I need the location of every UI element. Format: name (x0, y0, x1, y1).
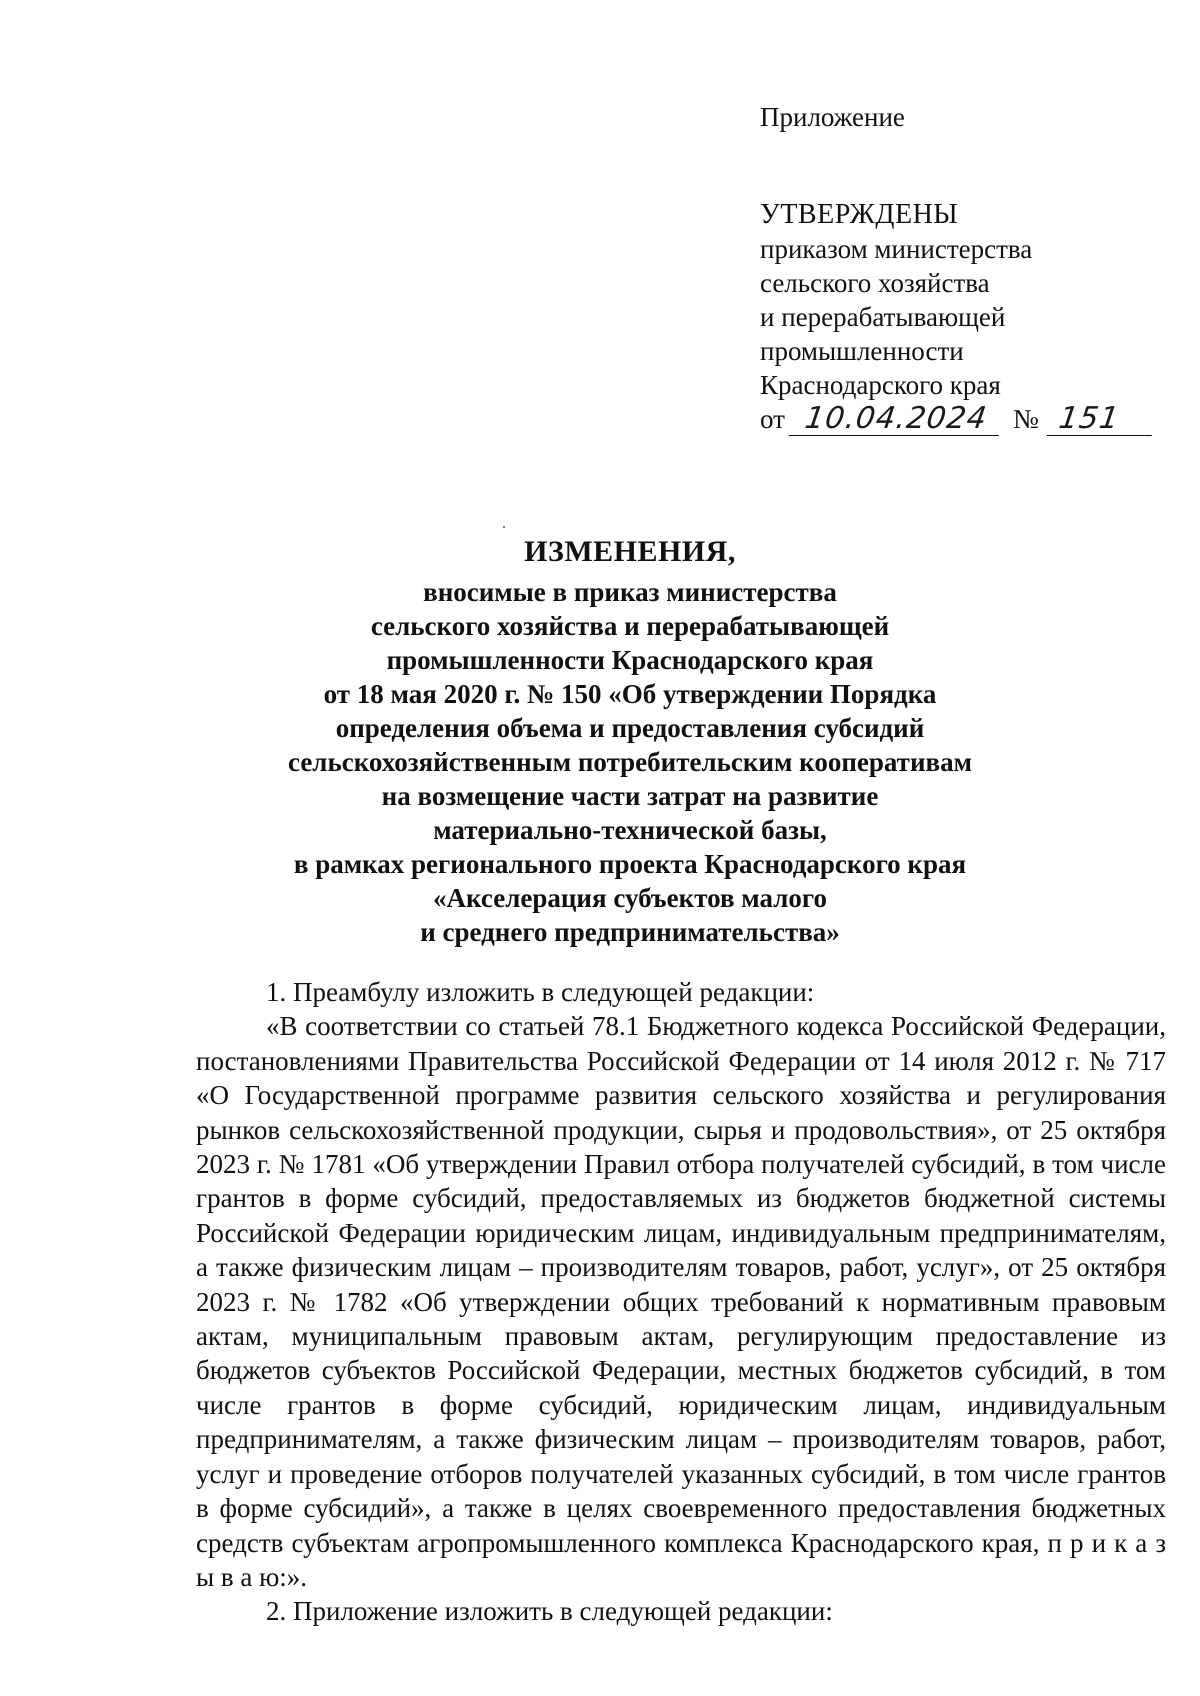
paragraph-item-2: 2. Приложение изложить в следующей редакции: (266, 1596, 833, 1627)
document-title-block (200, 535, 1060, 949)
approved-title: УТВЕРЖДЕНЫ (760, 199, 959, 230)
appendix-label: Приложение (760, 102, 905, 132)
document-title: ИЗМЕНЕНИЯ, (524, 535, 736, 568)
approved-by-line: и перерабатывающей (760, 302, 1006, 332)
handwritten-date: 10.04.2024 (789, 403, 1004, 436)
subtitle-line: вносимые в приказ министерства (423, 577, 837, 607)
preamble-text: «В соответствии со статьей 78.1 Бюджетного кодекса Российской Федерации, постановлениями Правительства Российской Федерации от 14 июля 2012 г. № 717 «О Государственной программе развития сельского хозяйства и регулирования рынков сельскохозяйственной продукции, сырья и продовольствия», от 25 октября 2023 г. № 1781 «Об утверждении Правил отбора получателей субсидий, в том числе грантов в форме субсидий, предоставляемых из бюджетов бюджетной системы Российской Федерации юридическим лицам, индивидуальным предпринимателям, а также физическим лицам – производителям товаров, работ, услуг», от 25 октября 2023 г. № 1782 «Об утверждении общих требований к нормативным правовым актам, муниципальным правовым актам, регулирующим предоставление из бюджетов субъектов Российской Федерации, местных бюджетов субсидий, в том числе грантов в форме субсидий, юридическим лицам, индивидуальным предпринимателям, а также физическим лицам – производителям товаров, работ, услуг и проведение отборов получателей указанных субсидий, в том числе грантов в форме субсидий», а также в целях своевременного предоставления бюджетных средств субъектам агропромышленного комплекса Краснодарского края, п р и к а з ы в а ю:». (196, 1011, 1166, 1592)
handwritten-number: 151 (1046, 403, 1156, 436)
subtitle-line: сельского хозяйства и перерабатывающей (370, 611, 890, 641)
subtitle-line: материально-технической базы, (433, 815, 827, 845)
approved-by-line: Краснодарского края (760, 370, 1001, 400)
subtitle-line: определения объема и предоставления субсидий (335, 713, 925, 743)
order-date-number-line (760, 402, 1160, 440)
subtitle-line: на возмещение части затрат на развитие (381, 781, 879, 811)
subtitle-line: сельскохозяйственным потребительским кооперативам (288, 747, 972, 777)
subtitle-line: промышленности Краснодарского края (386, 645, 874, 675)
document-body (196, 975, 1166, 1629)
approved-by-line: сельского хозяйства (760, 268, 990, 298)
subtitle-line: в рамках регионального проекта Краснодарского края (293, 849, 967, 879)
approved-by-line: приказом министерства (760, 234, 1033, 264)
subtitle-line: от 18 мая 2020 г. № 150 «Об утверждении Порядка (323, 679, 937, 709)
date-prefix: от (760, 404, 785, 434)
approved-by-line: промышленности (760, 336, 964, 366)
paragraph-item-1: 1. Преамбулу изложить в следующей редакции: (266, 977, 815, 1007)
approval-header (760, 100, 1160, 440)
scan-speck (503, 526, 505, 528)
number-sign: № (1012, 404, 1039, 434)
subtitle-line: и среднего предпринимательства» (420, 917, 840, 947)
subtitle-line: «Акселерация субъектов малого (433, 883, 827, 913)
